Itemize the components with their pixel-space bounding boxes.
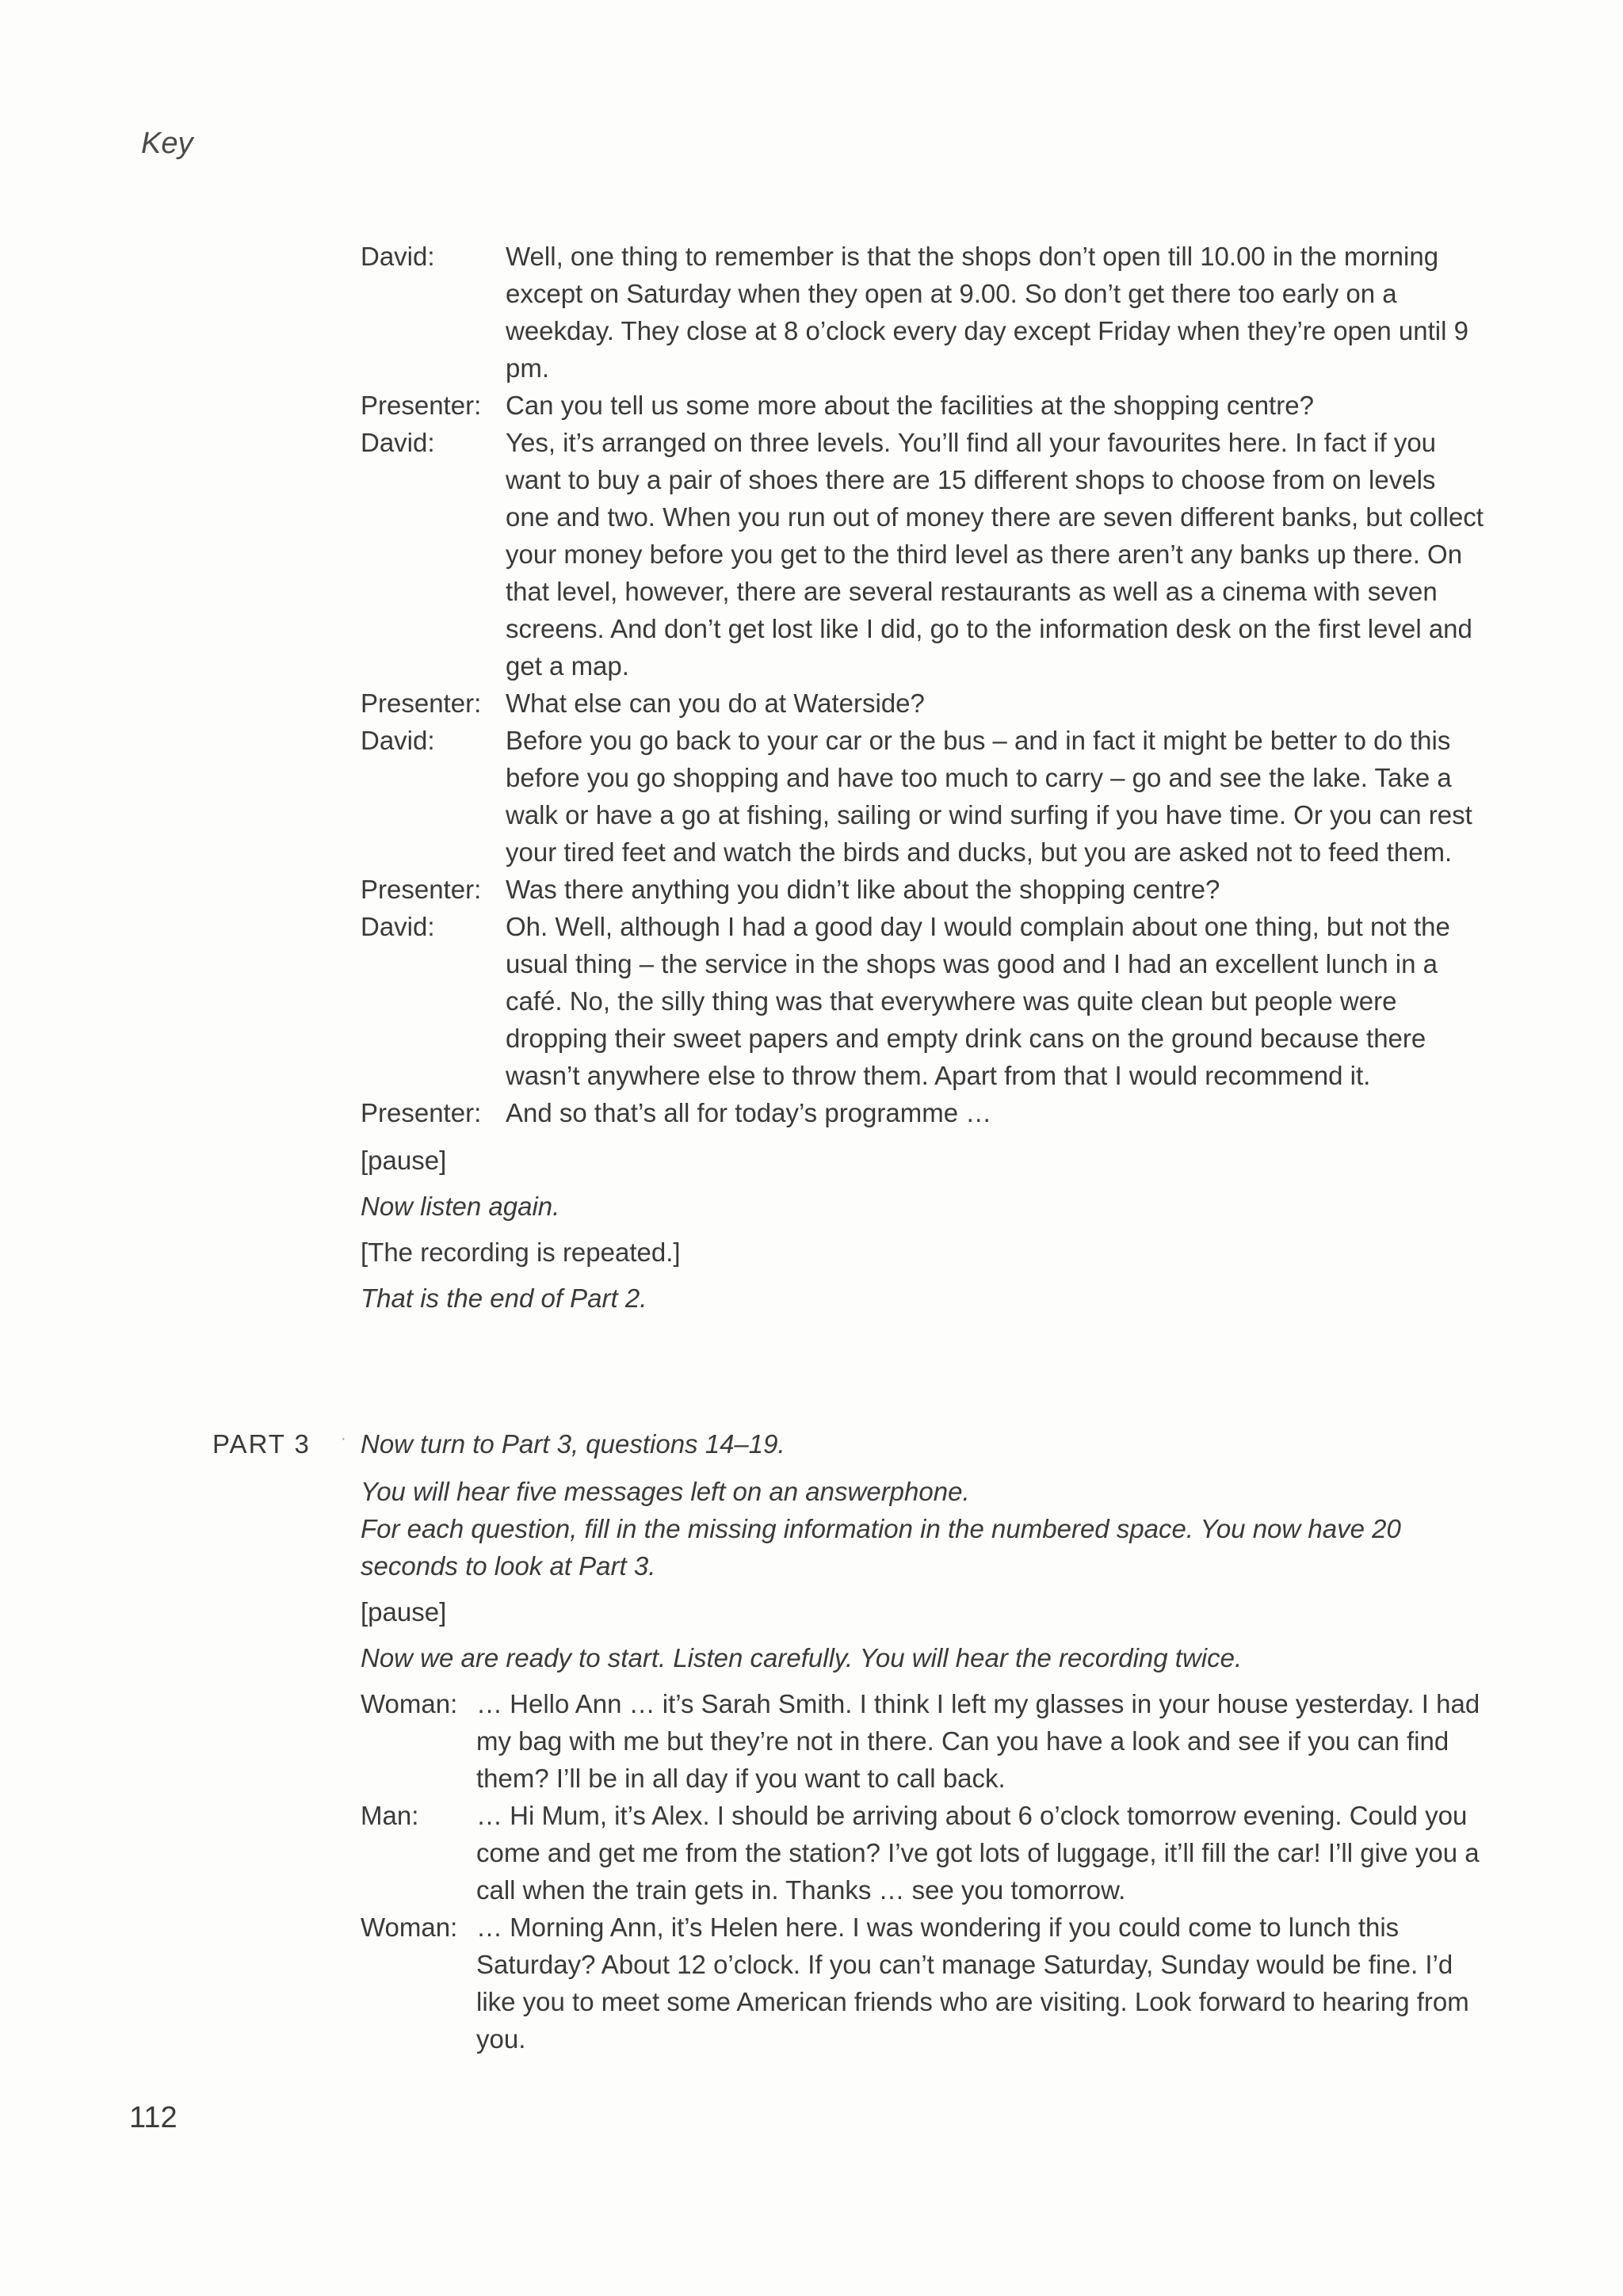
answerphone-messages [361,1685,1486,2058]
speaker-label: Presenter: [361,875,482,904]
dialogue-turn [361,722,1486,871]
margin-mark: · [341,1430,346,1447]
speaker-label: David: [361,242,435,271]
part3-intro: Now turn to Part 3, questions 14–19. [361,1429,785,1459]
part3-instruction: You will hear five messages left on an answerphone. [361,1477,970,1506]
dialogue-turn [361,908,1486,1094]
dialogue-turn [361,1094,1486,1131]
speech-text: … Hi Mum, it’s Alex. I should be arriving about 6 o’clock tomorrow evening. Could you come and get me from the station? I’ve got lots of luggage, it’ll fill the car! I’ll give you a call when the train gets in. Thanks … see you tomorrow. [476,1801,1480,1905]
pause-note: [pause] [361,1597,447,1627]
speech-text: What else can you do at Waterside? [506,688,925,718]
speaker-label: David: [361,726,435,755]
speech-text: Yes, it’s arranged on three levels. You’ll find all your favourites here. In fact if you want to buy a pair of shoes there are 15 different shops to choose from on levels one and two. When you run out of money there are seven different banks, but collect your money before you get to the third level as there aren’t any banks up there. On that level, however, there are several restaurants as well as a cinema with seven screens. And don’t get lost like I did, go to the information desk on the first level and get a map. [506,428,1484,681]
speech-text: Can you tell us some more about the facilities at the shopping centre? [506,391,1314,420]
repeated-note: [The recording is repeated.] [361,1238,681,1267]
speech-text: … Morning Ann, it’s Helen here. I was wondering if you could come to lunch this Saturday? About 12 o’clock. If you can’t manage Saturday, Sunday would be fine. I’d like you to meet some American friends who are visiting. Look forward to hearing from you. [476,1913,1469,2054]
speech-text: Before you go back to your car or the bus – and in fact it might be better to do this before you go shopping and have too much to carry – go and see the lake. Take a walk or have a go at fishing, sailing or wind surfing if you have time. Or you can rest your tired feet and watch the birds and ducks, but you are asked not to feed them. [506,726,1472,867]
speaker-label: Presenter: [361,391,482,420]
dialogue-turn [361,685,1486,722]
speaker-label: David: [361,428,435,457]
part2-transcript [361,238,1486,1317]
speaker-label: Woman: [361,1913,458,1942]
dialogue-turn [361,1797,1486,1909]
end-of-part2: That is the end of Part 2. [361,1283,647,1313]
speaker-label: Man: [361,1801,419,1830]
speech-text: Well, one thing to remember is that the shops don’t open till 10.00 in the morning except on Saturday when they open at 9.00. So don’t get there too early on a weekday. They close at 8 o’clock every day except Friday when they’re open until 9 pm. [506,242,1468,383]
speaker-label: Woman: [361,1689,458,1718]
dialogue-turn [361,424,1486,685]
speech-text: Oh. Well, although I had a good day I would complain about one thing, but not the usual thing – the service in the shops was good and I had an excellent lunch in a café. No, the silly thing was that everywhere was quite clean but people were dropping their sweet papers and empty drink cans on the ground because there wasn’t anywhere else to throw them. Apart from that I would recommend it. [506,912,1450,1090]
dialogue-turn [361,871,1486,908]
part3-label: PART 3 [212,1429,311,1459]
part3-transcript [361,1425,1486,2058]
ready-instruction: Now we are ready to start. Listen carefully. You will hear the recording twice. [361,1643,1243,1672]
page-number: 112 [129,2101,178,2134]
dialogue-turn [361,1909,1486,2058]
dialogue-turn [361,238,1486,387]
speech-text: … Hello Ann … it’s Sarah Smith. I think I left my glasses in your house yesterday. I had my bag with me but they’re not in there. Can you have a look and see if you can find them? I’ll be in all day if you want to call back. [476,1689,1480,1793]
speech-text: And so that’s all for today’s programme … [506,1098,992,1127]
speaker-label: Presenter: [361,688,482,718]
running-head: Key [141,127,193,160]
speaker-label: David: [361,912,435,941]
speech-text: Was there anything you didn’t like about the shopping centre? [506,875,1220,904]
pause-note: [pause] [361,1146,447,1175]
speaker-label: Presenter: [361,1098,482,1127]
dialogue-turn [361,1685,1486,1797]
listen-again-instruction: Now listen again. [361,1192,560,1221]
part3-instruction: For each question, fill in the missing information in the numbered space. You now have 20 seconds to look at Part 3. [361,1514,1401,1581]
dialogue-turn [361,387,1486,424]
